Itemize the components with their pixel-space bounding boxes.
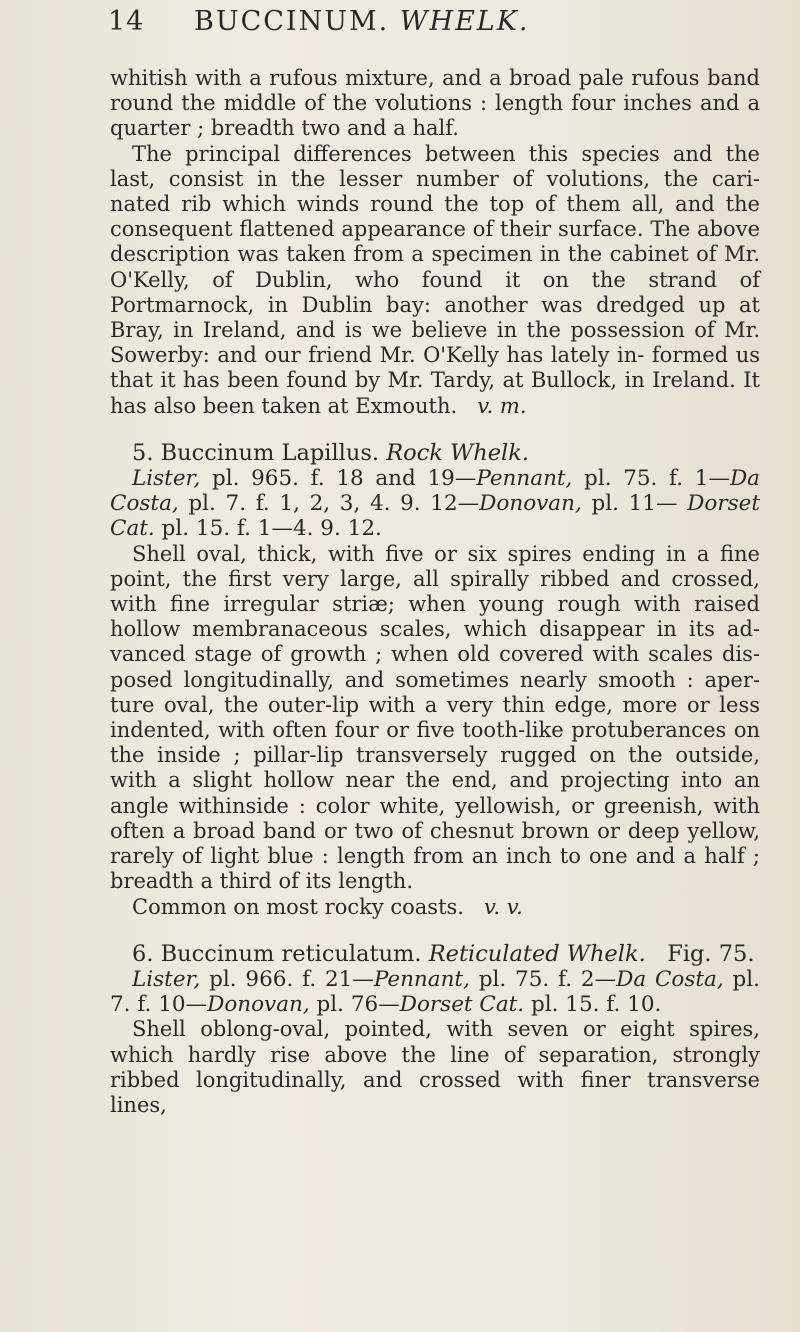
running-head-common-name: WHELK.: [399, 6, 530, 37]
species-5-common-name: Rock Whelk.: [386, 439, 530, 466]
syn-ref: pl. 11—: [581, 491, 688, 517]
syn-author: Lister,: [132, 466, 201, 492]
syn-ref: pl. 15. f. 1—4. 9. 12.: [154, 516, 382, 542]
syn-ref: pl. 15. f. 10.: [524, 992, 662, 1018]
species-5-name: 5. Buccinum Lapillus.: [132, 439, 380, 466]
page-number: 14: [108, 6, 145, 37]
syn-author: Da Costa,: [110, 466, 760, 517]
syn-ref: pl. 7. f. 1, 2, 3, 4. 9. 12—: [178, 491, 480, 517]
running-head: [194, 6, 529, 37]
species-5-synonymy: [110, 466, 760, 542]
syn-author: Pennant,: [373, 966, 470, 992]
species-5-heading: [110, 441, 760, 466]
running-head-genus: BUCCINUM.: [194, 6, 390, 37]
species-6-description: Shell oblong-oval, pointed, with seven or eight spires, which hardly rise above the line of separation, strongly ribbed longitudinally, and crossed with finer transverse lines,: [110, 1017, 760, 1117]
species-5-habitat: [110, 895, 760, 920]
syn-ref: pl. 965. f. 18 and 19—: [200, 466, 477, 492]
paragraph-continued-description: whitish with a rufous mixture, and a broad pale rufous band round the middle of the volutions : length four inches and a quarter ; breadth two and a half.: [110, 66, 760, 141]
syn-author: Donovan,: [479, 491, 582, 517]
species-6-common-name: Reticulated Whelk.: [428, 940, 646, 967]
paragraph-differences: [110, 142, 760, 419]
syn-ref: pl. 7. f. 10—: [110, 966, 760, 1018]
syn-author: Lister,: [132, 966, 201, 992]
syn-ref: pl. 966. f. 21—: [200, 966, 374, 992]
syn-author: Dorset Cat.: [399, 992, 525, 1018]
syn-author: Donovan,: [207, 992, 310, 1018]
species-6-synonymy: [110, 967, 760, 1017]
species-5-description: Shell oval, thick, with five or six spires ending in a fine point, the first very large, all spirally ribbed and crossed, with fine irregular striæ; when young rough with raised hollow membranaceous scales, which disappear in its ad- vanced stage of growth ; when old covered with scales dis- posed longitudinally, and sometimes nearly smooth : aper- ture oval, the outer-lip with a very thin edge, more or less indented, with often four or five tooth-like protuberances on the inside ; pillar-lip transversely rugged on the outside, with a slight hollow near the end, and projecting into an angle withinside : color white, yellowish, or greenish, with often a broad band or two of chesnut brown or deep yellow, rarely of light blue : length from an inch to one and a half ; breadth a third of its length.: [110, 541, 760, 894]
body-text: [110, 66, 760, 1118]
syn-ref: pl. 76—: [309, 992, 400, 1018]
page-header: [108, 4, 748, 44]
species-6-figure-ref: Fig. 75.: [667, 940, 755, 967]
species-6-name: 6. Buccinum reticulatum.: [132, 940, 422, 967]
syn-author: Dorset Cat.: [110, 491, 760, 542]
syn-ref: pl. 75. f. 2—: [469, 966, 617, 992]
habitat-text: Common on most rocky coasts.: [132, 894, 464, 919]
habitat-sign: v. v.: [484, 894, 523, 919]
differences-sign: v. m.: [477, 393, 527, 418]
syn-author: Pennant,: [476, 466, 573, 492]
species-6-heading: [110, 942, 760, 967]
syn-author: Da Costa,: [616, 966, 724, 992]
syn-ref: pl. 75. f. 1—: [572, 466, 730, 492]
differences-text: The principal differences between this species and the last, consist in the lesser number of volutions, the cari- nated rib which winds round the top of them all, and the consequent flattened appearance of their surface. The above description was taken from a specimen in the cabinet of Mr. O'Kelly, of Dublin, who found it on the strand of Portmarnock, in Dublin bay: another was dredged up at Bray, in Ireland, and is we believe in the possession of Mr. Sowerby: and our friend Mr. O'Kelly has lately in- formed us that it has been found by Mr. Tardy, at Bullock, in Ireland. It has also been taken at Exmouth.: [110, 141, 760, 418]
